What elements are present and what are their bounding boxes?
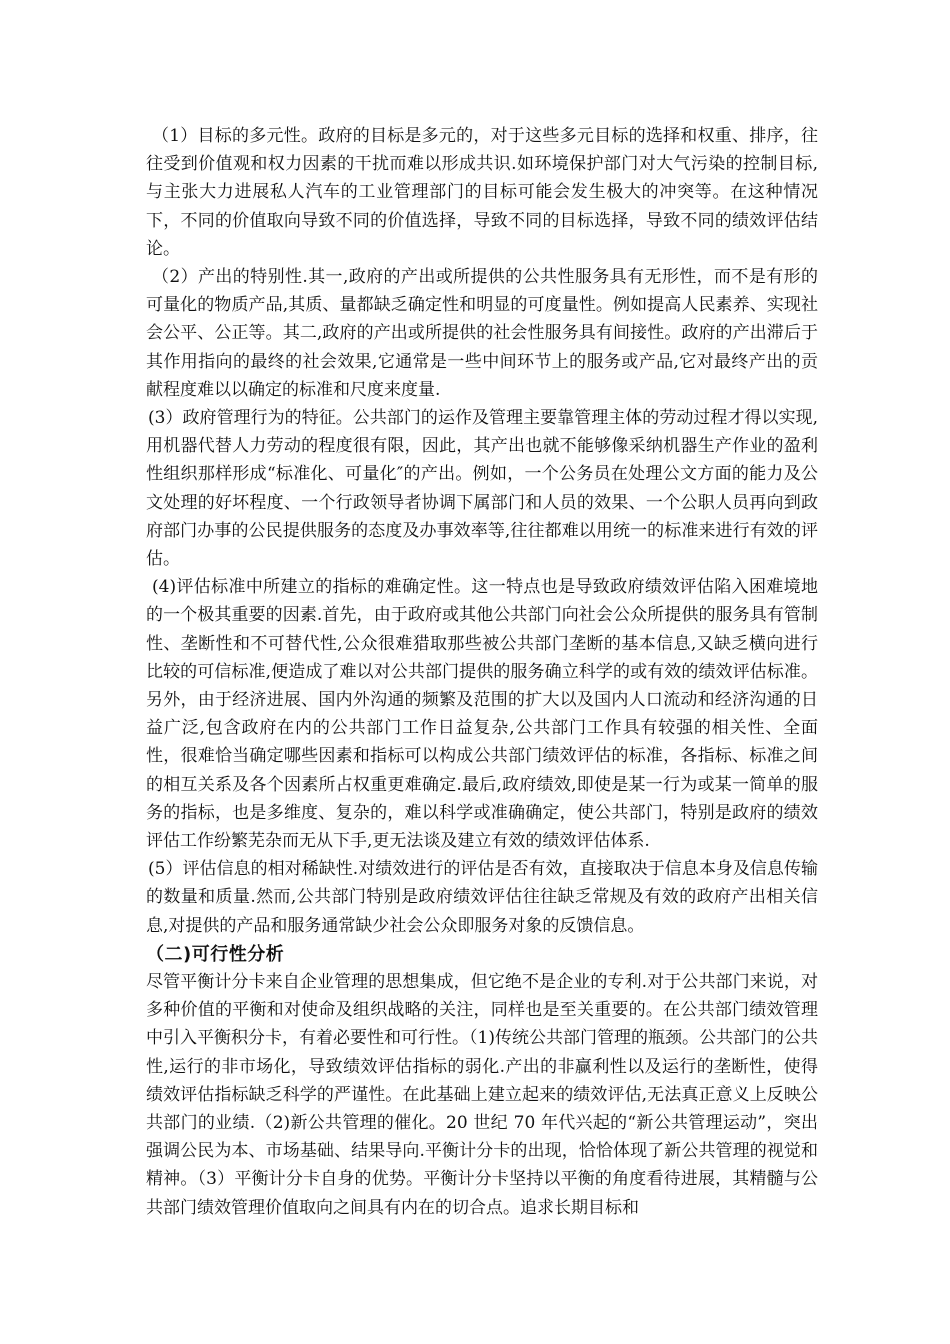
paragraph-output-particularity: （2）产出的特别性.其一,政府的产出或所提供的公共性服务具有无形性，而不是有形的可量化的物质产品,其质、量都缺乏确定性和明显的可度量性。例如提高人民素养、实现社会公平、公正等。其二,政府的产出或所提供的社会性服务具有间接性。政府的产出滞后于其作用指向的最终的社会效果,它通常是一些中间环节上的服务或产品,它对最终产出的贡献程度难以以确定的标准和尺度来度量. [146,267,818,400]
paragraph-information-scarcity: (5）评估信息的相对稀缺性.对绩效进行的评估是否有效，直接取决于信息本身及信息传输的数量和质量.然而,公共部门特别是政府绩效评估往往缺乏常规及有效的政府产出相关信息,对提供的产品和服务通常缺少社会公众即服务对象的反馈信息。 [146,859,818,936]
section-heading-feasibility: （二)可行性分析 [146,943,285,965]
paragraph-management-behavior: (3）政府管理行为的特征。公共部门的运作及管理主要靠管理主体的劳动过程才得以实现,用机器代替人力劳动的程度很有限，因此，其产出也就不能够像采纳机器生产作业的盈利性组织那样形成“标准化、可量化″的产出。例如，一个公务员在处理公文方面的能力及公文处理的好坏程度、一个行政领导者协调下属部门和人员的效果、一个公职人员再向到政府部门办事的公民提供服务的态度及办事效率等,往往都难以用统一的标准来进行有效的评估。 [146,408,818,570]
paragraph-indicator-difficulty: (4)评估标准中所建立的指标的难确定性。这一特点也是导致政府绩效评估陷入困难境地的一个极其重要的因素.首先，由于政府或其他公共部门向社会公众所提供的服务具有管制性、垄断性和不可替代性,公众很难猎取那些被公共部门垄断的基本信息,又缺乏横向进行比较的可信标准,便造成了难以对公共部门提供的服务确立科学的或有效的绩效评估标准。另外，由于经济进展、国内外沟通的频繁及范围的扩大以及国内人口流动和经济沟通的日益广泛,包含政府在内的公共部门工作日益复杂,公共部门工作具有较强的相关性、全面性，很难恰当确定哪些因素和指标可以构成公共部门绩效评估的标准，各指标、标准之间的相互关系及各个因素所占权重更难确定.最后,政府绩效,即使是某一行为或某一简单的服务的指标，也是多维度、复杂的，难以科学或准确确定，使公共部门，特别是政府的绩效评估工作纷繁芜杂而无从下手,更无法谈及建立有效的绩效评估体系. [146,577,818,852]
paragraph-goal-diversity: （1）目标的多元性。政府的目标是多元的，对于这些多元目标的选择和权重、排序，往往受到价值观和权力因素的干扰而难以形成共识.如环境保护部门对大气污染的控制目标,与主张大力进展私人汽车的工业管理部门的目标可能会发生极大的冲突等。在这种情况下，不同的价值取向导致不同的价值选择，导致不同的目标选择，导致不同的绩效评估结论。 [146,126,818,259]
paragraph-feasibility-analysis: 尽管平衡计分卡来自企业管理的思想集成，但它绝不是企业的专利.对于公共部门来说，对多种价值的平衡和对使命及组织战略的关注，同样也是至关重要的。在公共部门绩效管理中引入平衡积分卡，有着必要性和可行性。（1)传统公共部门管理的瓶颈。公共部门的公共性,运行的非市场化，导致绩效评估指标的弱化.产出的非赢利性以及运行的垄断性，使得绩效评估指标缺乏科学的严谨性。在此基础上建立起来的绩效评估,无法真正意义上反映公共部门的业绩.（2)新公共管理的催化。20 世纪 70 年代兴起的“新公共管理运动”，突出强调公民为本、市场基础、结果导向.平衡计分卡的出现，恰恰体现了新公共管理的视觉和精神。（3）平衡计分卡自身的优势。平衡计分卡坚持以平衡的角度看待进展，其精髓与公共部门绩效管理价值取向之间具有内在的切合点。追求长期目标和 [146,971,818,1218]
document-body [146,122,818,1222]
